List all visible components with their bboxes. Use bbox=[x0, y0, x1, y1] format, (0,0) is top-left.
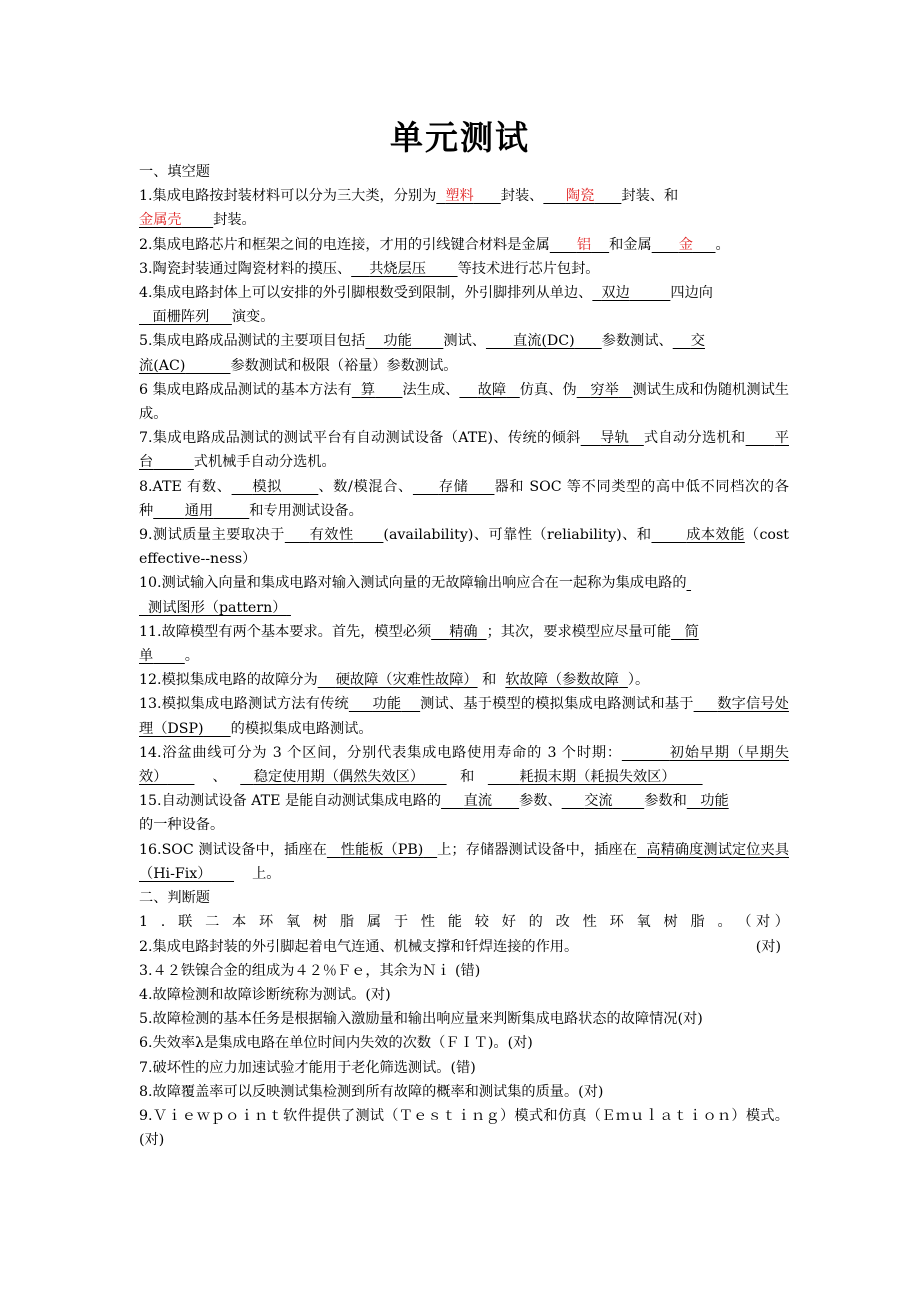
tf-item: 2.集成电路封装的外引脚起着电气连通、机械支撑和钎焊连接的作用。 (对) bbox=[139, 938, 781, 955]
answer-5-2: 直流(DC) bbox=[513, 333, 575, 350]
answer-15-3: 功能 bbox=[700, 793, 729, 810]
answer-9-2: 成本效能 bbox=[686, 527, 745, 544]
section-heading-true-false: 二、判断题 bbox=[139, 890, 210, 907]
question-9: 9.测试质量主要取决于 有效性 (availability)、可靠性（reliability)、和 成本效能（cost effective--ness） bbox=[139, 527, 804, 568]
question-12: 12.模拟集成电路的故障分为 硬故障（灾难性故障） 和 软故障（参数故障 ）。 bbox=[139, 672, 650, 689]
answer-8-2: 存储 bbox=[438, 478, 469, 495]
answer-2-1: 铝 bbox=[576, 236, 592, 253]
answer-1-1: 塑料 bbox=[445, 188, 474, 205]
tf-item: 5.故障检测的基本任务是根据输入激励量和输出响应量来判断集成电路状态的故障情况(对) bbox=[139, 1011, 703, 1028]
question-16: 16.SOC 测试设备中，插座在 性能板（PB) 上；存储器测试设备中，插座在 高精确度测试定位夹具（Hi-Fix） 上。 bbox=[139, 841, 790, 882]
answer-7-1: 导轨 bbox=[600, 430, 630, 447]
question-3: 3.陶瓷封装通过陶瓷材料的摸压、 共烧层压 等技术进行芯片包封。 bbox=[139, 260, 600, 277]
answer-8-3: 通用 bbox=[184, 502, 214, 519]
question-5: 5.集成电路成品测试的主要项目包括 功能 测试、 直流(DC) 参数测试、 交 流(AC) 参数测试和极限（裕量）参数测试。 bbox=[139, 333, 705, 374]
answer-15-2: 交流 bbox=[584, 793, 613, 810]
answer-11-2: 简 bbox=[684, 623, 699, 640]
answer-4-2: 面栅阵列 bbox=[152, 309, 210, 326]
tf-item: 9.Ｖｉｅｗｐｏｉｎｔ软件提供了测试（Ｔｅｓｔｉｎｇ）模式和仿真（Ｅｍｕｌａｔｉｏｎ）模式。(对) bbox=[139, 1107, 789, 1149]
tf-item: 6.失效率λ是集成电路在单位时间内失效的次数（ＦＩＴ)。(对) bbox=[139, 1035, 533, 1052]
answer-5-3: 交 bbox=[690, 333, 705, 350]
tf-item: 3.４２铁镍合金的组成为４２％Ｆｅ，其余为Ｎｉ (错) bbox=[139, 962, 481, 979]
question-4: 4.集成电路封体上可以安排的外引脚根数受到限制，外引脚排列从单边、 双边 四边向 面栅阵列 演变。 bbox=[139, 285, 713, 326]
answer-1-2: 陶瓷 bbox=[565, 188, 595, 205]
answer-12-2: 软故障（参数故障 bbox=[505, 672, 619, 689]
question-7: 7.集成电路成品测试的测试平台有自动测试设备（ATE)、传统的倾斜 导轨 式自动分选机和 平台 式机械手自动分选机。 bbox=[139, 430, 789, 471]
answer-14-3: 耗损末期（耗损失效区） bbox=[519, 769, 676, 786]
tf-item: 7.破坏性的应力加速试验才能用于老化筛选测试。(错) bbox=[139, 1059, 476, 1076]
question-1: 1.集成电路按封装材料可以分为三大类，分别为 塑料 封装、 陶瓷 封装、和 金属壳 封装。 bbox=[139, 188, 679, 229]
answer-6-3: 穷举 bbox=[590, 381, 619, 398]
question-14: 14.浴盆曲线可分为 3 个区间，分别代表集成电路使用寿命的 3 个时期： 初始早期（早期失效） 、 稳定使用期（偶然失效区） 和 耗损末期（耗损失效区） bbox=[139, 744, 789, 786]
answer-9-1: 有效性 bbox=[309, 527, 354, 544]
question-8: 8.ATE 有数、 模拟 、数/模混合、 存储 器和 SOC 等不同类型的高中低不同档次的各种 通用 和专用测试设备。 bbox=[139, 478, 789, 519]
answer-14-2: 稳定使用期（偶然失效区） bbox=[253, 769, 425, 786]
answer-13-1: 功能 bbox=[372, 696, 402, 713]
answer-16-1: 性能板（PB) bbox=[340, 841, 424, 858]
answer-4-1: 双边 bbox=[601, 285, 630, 302]
answer-6-2: 故障 bbox=[477, 381, 507, 398]
answer-3-1: 共烧层压 bbox=[369, 260, 426, 277]
answer-7-2: 平台 bbox=[139, 430, 789, 471]
answer-13-2: 数字信号处理（DSP) bbox=[139, 696, 789, 737]
answer-10-1: 测试图形（pattern） bbox=[148, 599, 287, 616]
question-6: 6 集成电路成品测试的基本方法有 算 法生成、 故障 仿真、伪 穷举 测试生成和伪随机测试生成。 bbox=[139, 381, 789, 423]
question-15: 15.自动测试设备 ATE 是能自动测试集成电路的 直流 参数、 交流 参数和 功能 的一种设备。 bbox=[139, 793, 729, 834]
question-2: 2.集成电路芯片和框架之间的电连接，才用的引线键合材料是金属 铝 和金属 金 。 bbox=[139, 236, 730, 253]
answer-1-3: 金属壳 bbox=[139, 212, 182, 229]
answer-6-1: 算 bbox=[360, 381, 376, 398]
tf-item: 4.故障检测和故障诊断统称为测试。(对) bbox=[139, 986, 391, 1003]
tf-item: 1.联二本环氧树脂属于性能较好的改性环氧树脂。（ 对 ） bbox=[139, 914, 789, 931]
question-13: 13.模拟集成电路测试方法有传统 功能 测试、基于模型的模拟集成电路测试和基于 数字信号处理（DSP) 的模拟集成电路测试。 bbox=[139, 696, 789, 737]
answer-12-1: 硬故障（灾难性故障） bbox=[335, 672, 478, 689]
question-10: 10.测试输入向量和集成电路对输入测试向量的无故障输出响应合在一起称为集成电路的 测试图形（pattern） bbox=[139, 575, 687, 616]
answer-14-1: 初始早期（早期失效） bbox=[139, 744, 789, 786]
answer-5-1: 功能 bbox=[383, 333, 412, 350]
question-11: 11.故障模型有两个基本要求。首先，模型必须 精确 ；其次，要求模型应尽量可能 简 单 。 bbox=[139, 623, 699, 665]
answer-15-1: 直流 bbox=[463, 793, 493, 810]
tf-item: 8.故障覆盖率可以反映测试集检测到所有故障的概率和测试集的质量。(对) bbox=[139, 1083, 604, 1100]
section-heading-fill-in: 一、填空题 bbox=[139, 164, 210, 180]
answer-2-2: 金 bbox=[678, 236, 693, 253]
answer-8-1: 模拟 bbox=[252, 478, 283, 495]
document-body bbox=[139, 160, 804, 1152]
page-title: 单元测试 bbox=[390, 118, 530, 157]
answer-16-2: 高精确度测试定位夹具（Hi-Fix） bbox=[139, 841, 790, 882]
answer-11-1: 精确 bbox=[449, 623, 478, 640]
